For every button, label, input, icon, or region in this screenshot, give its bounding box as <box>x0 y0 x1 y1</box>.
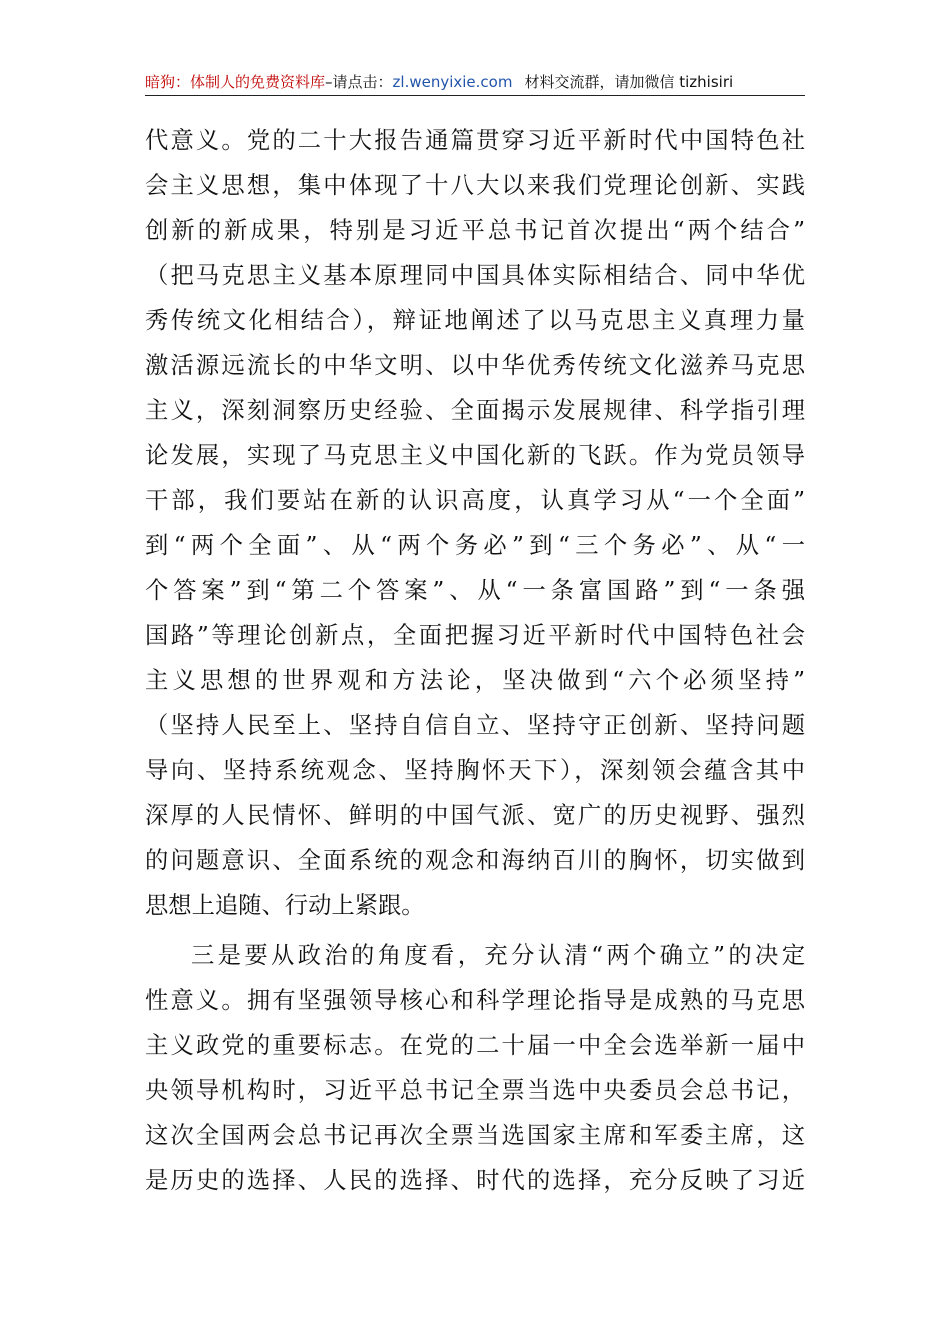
header-click-label: –请点击： <box>325 73 393 91</box>
header-promo-text: 暗狗：体制人的免费资料库 <box>145 73 326 91</box>
text-line: 代意义。党的二十大报告通篇贯穿习近平新时代中国特色社 <box>145 127 805 154</box>
header-divider <box>145 95 805 96</box>
document-body <box>145 118 805 1203</box>
paragraph-2 <box>145 933 805 1203</box>
text-line: 论发展，实现了马克思主义中国化新的飞跃。作为党员领导 <box>145 442 805 469</box>
header-contact-text: 材料交流群，请加微信 tizhisiri <box>524 73 734 91</box>
text-line: 深厚的人民情怀、鲜明的中国气派、宽广的历史视野、强烈 <box>145 802 805 829</box>
text-line: 性意义。拥有坚强领导核心和科学理论指导是成熟的马克思 <box>145 987 805 1014</box>
text-line: 这次全国两会总书记再次全票当选国家主席和军委主席，这 <box>145 1122 805 1149</box>
header-link[interactable]: zl.wenyixie.com <box>392 73 513 91</box>
text-line: 的问题意识、全面系统的观念和海纳百川的胸怀，切实做到 <box>145 847 805 874</box>
text-line: 主义，深刻洞察历史经验、全面揭示发展规律、科学指引理 <box>145 397 805 424</box>
text-line: 思想上追随、行动上紧跟。 <box>145 892 425 919</box>
text-line: 激活源远流长的中华文明、以中华优秀传统文化滋养马克思 <box>145 352 805 379</box>
text-line: 三是要从政治的角度看，充分认清“两个确立”的决定 <box>191 942 805 969</box>
page-header <box>145 70 805 94</box>
text-line: 央领导机构时，习近平总书记全票当选中央委员会总书记， <box>145 1077 805 1104</box>
text-line: 主义思想的世界观和方法论，坚决做到“六个必须坚持” <box>145 667 805 694</box>
text-line: 个答案”到“第二个答案”、从“一条富国路”到“一条强 <box>145 577 805 604</box>
text-line: 干部，我们要站在新的认识高度，认真学习从“一个全面” <box>145 487 805 514</box>
text-line: 导向、坚持系统观念、坚持胸怀天下），深刻领会蕴含其中 <box>145 757 805 784</box>
paragraph-1 <box>145 118 805 928</box>
text-line: （把马克思主义基本原理同中国具体实际相结合、同中华优 <box>145 262 805 289</box>
text-line: 到“两个全面”、从“两个务必”到“三个务必”、从“一 <box>145 532 805 559</box>
text-line: 是历史的选择、人民的选择、时代的选择，充分反映了习近 <box>145 1167 805 1194</box>
text-line: 会主义思想，集中体现了十八大以来我们党理论创新、实践 <box>145 172 805 199</box>
text-line: 主义政党的重要标志。在党的二十届一中全会选举新一届中 <box>145 1032 805 1059</box>
text-line: （坚持人民至上、坚持自信自立、坚持守正创新、坚持问题 <box>145 712 805 739</box>
text-line: 国路”等理论创新点，全面把握习近平新时代中国特色社会 <box>145 622 805 649</box>
text-line: 创新的新成果，特别是习近平总书记首次提出“两个结合” <box>145 217 805 244</box>
text-line: 秀传统文化相结合），辩证地阐述了以马克思主义真理力量 <box>145 307 805 334</box>
